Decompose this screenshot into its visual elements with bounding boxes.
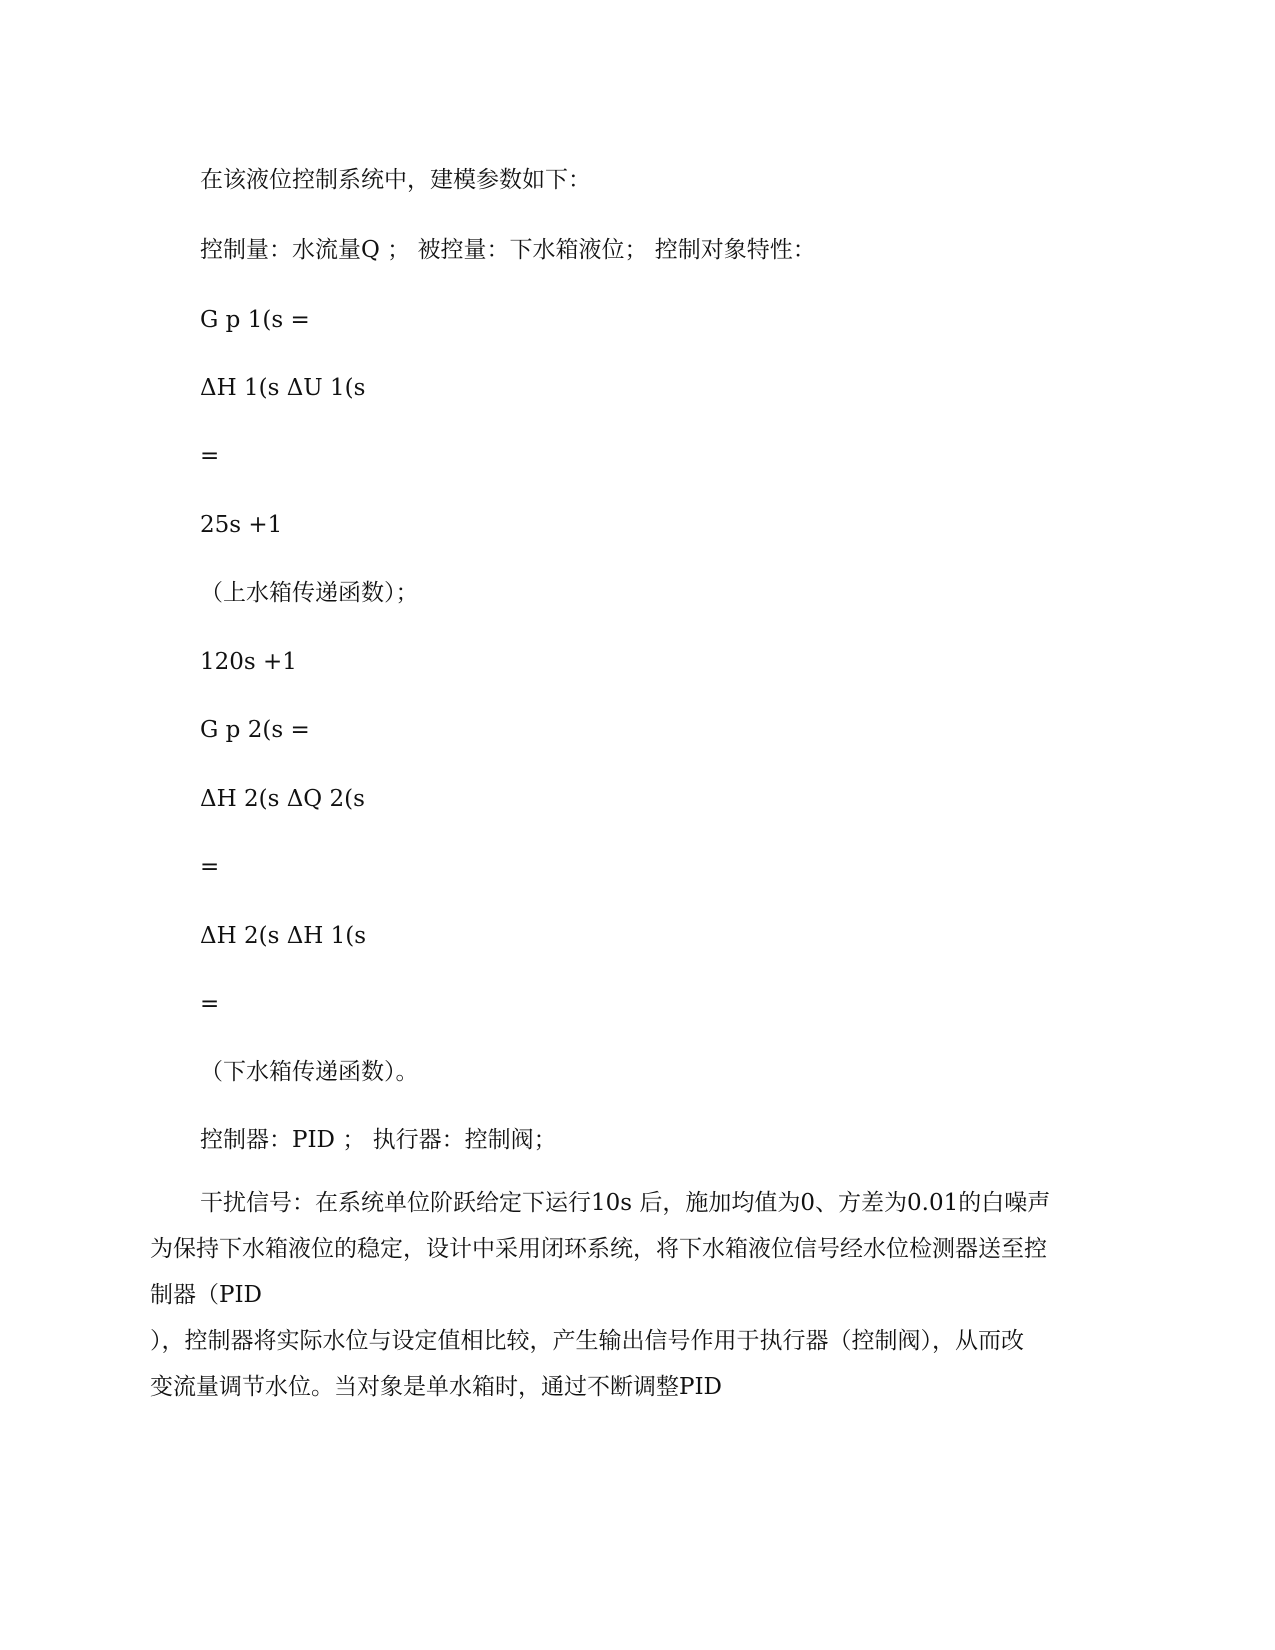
- body-paragraph: [150, 1180, 1130, 1410]
- formula-line-equals-2: =: [200, 854, 220, 880]
- formula-line-h1-u1: ΔH 1(s ΔU 1(s: [200, 375, 366, 401]
- text-line-controller: 控制器：PID ； 执行器：控制阀；: [200, 1127, 557, 1153]
- formula-line-gp2: G p 2(s =: [200, 717, 310, 743]
- text-line-lower-tank: （下水箱传递函数）。: [200, 1059, 419, 1085]
- paragraph-line-2: 为保持下水箱液位的稳定，设计中采用闭环系统，将下水箱液位信号经水位检测器送至控: [150, 1236, 1047, 1262]
- paragraph-line-3: 制器（PID: [150, 1282, 263, 1308]
- formula-line-equals-1: =: [200, 443, 220, 469]
- paragraph-line-4: ），控制器将实际水位与设定值相比较，产生输出信号作用于执行器（控制阀），从而改: [150, 1328, 1024, 1354]
- formula-line-25s: 25s +1: [200, 512, 283, 538]
- paragraph-line-1: 干扰信号：在系统单位阶跃给定下运行10s 后，施加均值为0、方差为0.01的白噪声: [200, 1190, 1051, 1216]
- text-line-1: 在该液位控制系统中，建模参数如下：: [200, 167, 591, 193]
- text-line-upper-tank: （上水箱传递函数）；: [200, 580, 419, 606]
- paragraph-line-5: 变流量调节水位。当对象是单水箱时，通过不断调整PID: [150, 1374, 723, 1400]
- formula-line-h2-q2: ΔH 2(s ΔQ 2(s: [200, 786, 365, 812]
- text-line-2: 控制量：水流量Q ； 被控量：下水箱液位； 控制对象特性：: [200, 237, 816, 263]
- formula-line-gp1: G p 1(s =: [200, 307, 310, 333]
- formula-line-h2-h1: ΔH 2(s ΔH 1(s: [200, 923, 367, 949]
- formula-line-equals-3: =: [200, 991, 220, 1017]
- formula-line-120s: 120s +1: [200, 649, 297, 675]
